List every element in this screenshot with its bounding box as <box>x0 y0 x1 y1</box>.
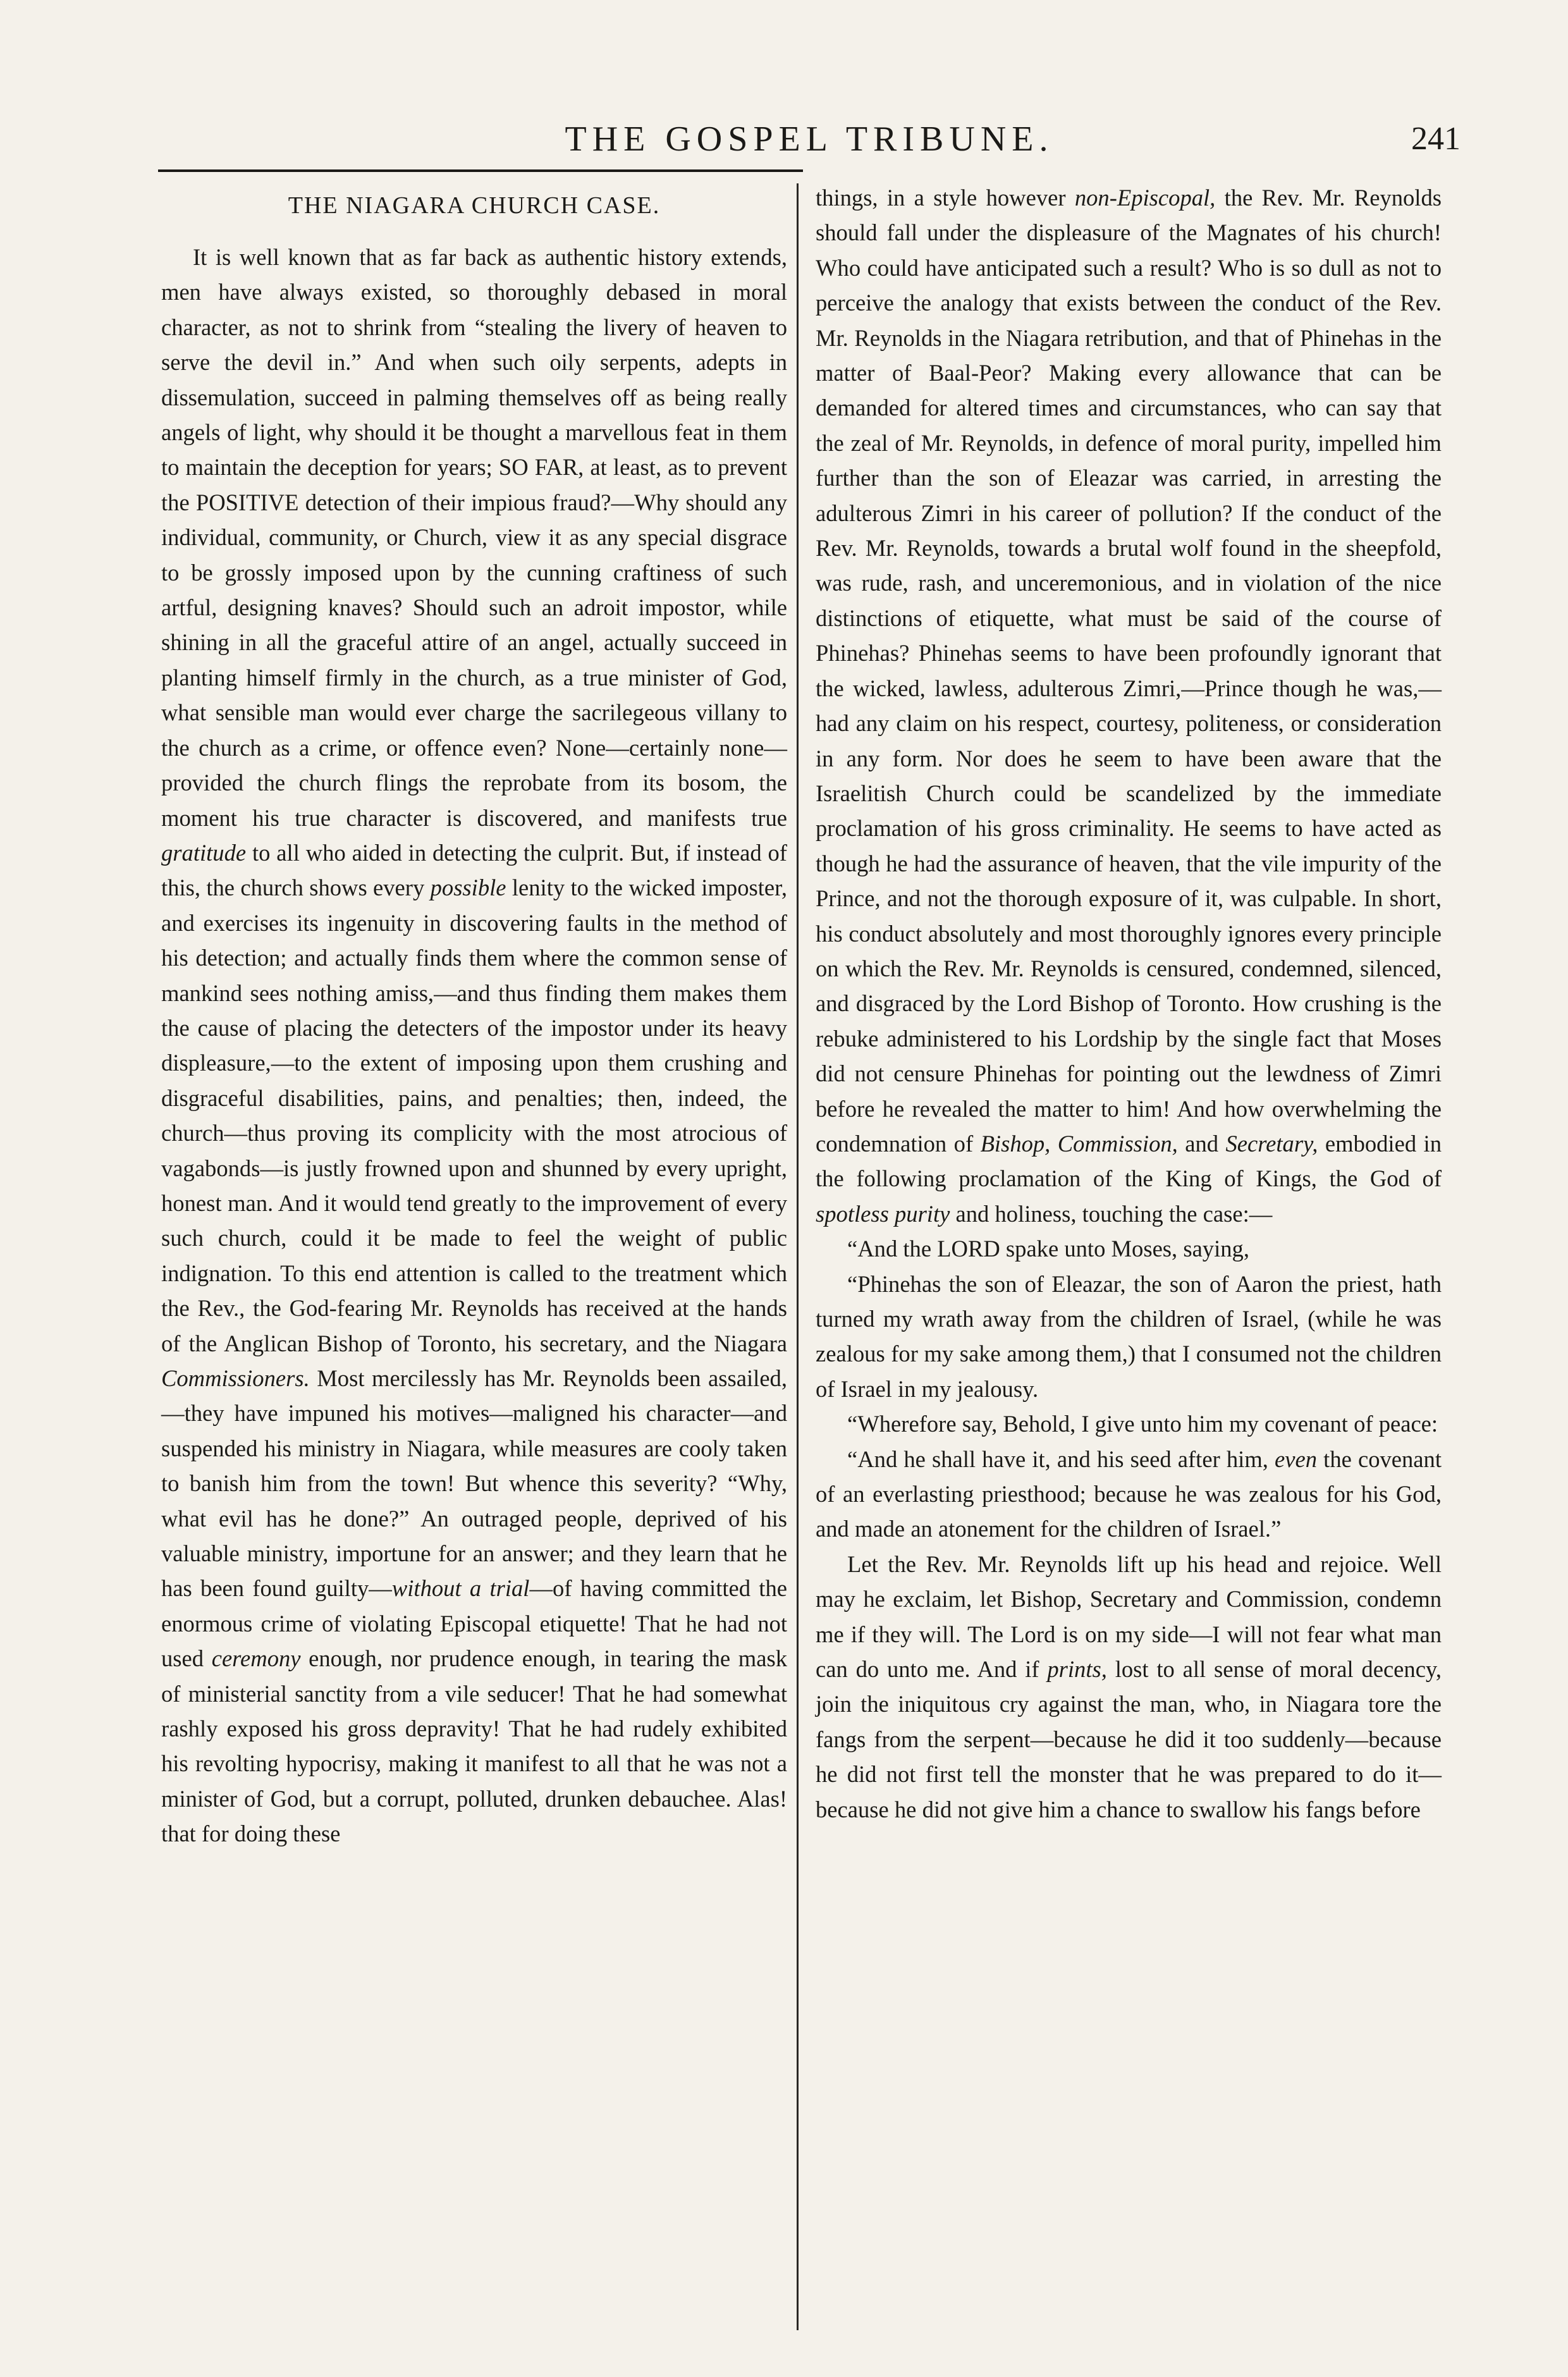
right-paragraph <box>816 180 1442 1231</box>
right-column <box>816 180 1442 1827</box>
italic-text: even <box>1275 1446 1318 1472</box>
right-paragraph <box>816 1547 1442 1827</box>
italic-text: without a trial <box>391 1575 530 1602</box>
page-number: 241 <box>1411 121 1461 157</box>
left-column <box>161 180 787 1852</box>
running-header <box>158 114 1461 164</box>
italic-text: Bishop, Commission, <box>980 1130 1178 1157</box>
italic-text: ceremony <box>211 1645 301 1672</box>
left-column-body <box>161 240 787 1852</box>
right-paragraph <box>816 1406 1442 1441</box>
left-paragraph <box>161 240 787 1852</box>
italic-text: spotless purity <box>816 1200 950 1227</box>
italic-text: possible <box>430 875 506 901</box>
header-rule <box>158 169 803 172</box>
italic-text: gratitude <box>161 839 247 866</box>
column-divider <box>797 183 799 2330</box>
running-title: THE GOSPEL TRIBUNE. <box>565 120 1054 159</box>
text-run: “Wherefore say, Behold, I give unto him my covenant of peace: <box>847 1411 1438 1437</box>
italic-text: Commissioners. <box>161 1365 310 1391</box>
text-run: lenity to the wicked imposter, and exercises its ingenuity in discovering faults in the method of his detection; and actually finds them where the common sense of mankind sees nothing amiss,—and thus finding them makes them the cause of placing the detecters of the impostor under its heavy displeasure,—to the extent of imposing upon them crushing and disgraceful disabilities, pains, and penalties; then, indeed, the church—thus proving its complicity with the most atrocious of vagabonds—is justly frowned upon and shunned by every upright, honest man. And it would tend greatly to the improvement of every such church, could it be made to feel the weight of public indignation. To this end attention is called to the treatment which the Rev., the God-fearing Mr. Reynolds has received at the hands of the Anglican Bishop of Toronto, his secretary, and the Niagara <box>161 875 787 1356</box>
italic-text: Secretary, <box>1225 1130 1318 1157</box>
italic-text: non-Episcopal, <box>1074 185 1216 211</box>
text-run: to all who aided in detecting the culprit. But, if instead of this, the church shows every <box>161 839 787 901</box>
text-run: “Phinehas the son of Eleazar, the son of Aaron the priest, hath turned my wrath away from the children of Israel, (while he was zealous for my sake among them,) that I consumed not the children of Israel in my jealousy. <box>816 1270 1442 1402</box>
right-paragraph <box>816 1267 1442 1407</box>
text-run: “And the LORD spake unto Moses, saying, <box>847 1236 1249 1262</box>
right-paragraph <box>816 1231 1442 1266</box>
right-paragraph <box>816 1442 1442 1547</box>
article-title: THE NIAGARA CHURCH CASE. <box>288 192 661 219</box>
italic-text: prints, <box>1047 1656 1107 1683</box>
text-run: lost to all sense of moral decency, join the iniquitous cry against the man, who, in Niagara tore the fangs from the serpent—because he did it too suddenly—because he did not first tell the monster that he was prepared to do it—because he did not give him a chance to swallow his fangs before <box>816 1656 1442 1822</box>
text-run: —of having committed the enormous crime of violating Episcopal etiquette! That he had not used <box>161 1575 787 1672</box>
text-run: Most mercilessly has Mr. Reynolds been assailed,—they have impuned his motives—maligned his character—and suspended his ministry in Niagara, while measures are cooly taken to banish him from the town! But whence this severity? “Why, what evil has he done?” An outraged people, deprived of his valuable ministry, importune for an answer; and they learn that he has been found guilty— <box>161 1365 787 1602</box>
text-run: “And he shall have it, and his seed after him, <box>847 1446 1275 1472</box>
text-run: enough, nor prudence enough, in tearing the mask of ministerial sanctity from a vile seducer! That he had somewhat rashly exposed his gross depravity! That he had rudely exhibited his revolting hypocrisy, making it manifest to all that he was not a minister of God, but a corrupt, polluted, drunken debauchee. Alas! that for doing these <box>161 1645 787 1847</box>
text-run: the covenant of an everlasting priesthood; because he was zealous for his God, and made an atonement for the children of Israel.” <box>816 1446 1442 1542</box>
text-run: embodied in the following proclamation of the King of Kings, the God of <box>816 1130 1442 1192</box>
text-run: and holiness, touching the case:— <box>950 1200 1273 1227</box>
text-run: Let the Rev. Mr. Reynolds lift up his head and rejoice. Well may he exclaim, let Bishop, Secretary and Commission, condemn me if they will. The Lord is on my side—I will not fear what man can do unto me. And if <box>816 1551 1442 1683</box>
right-column-body <box>816 180 1442 1827</box>
text-run: things, in a style however <box>816 185 1075 211</box>
text-run: and <box>1177 1130 1226 1157</box>
text-run: It is well known that as far back as authentic history extends, men have always existed, so thoroughly debased in moral character, as not to shrink from “stealing the livery of heaven to serve the devil in.” And when such oily serpents, adepts in dissemulation, succeed in palming themselves off as being really angels of light, why should it be thought a marvellous feat in them to maintain the deception for years; SO FAR, at least, as to prevent the POSITIVE detection of their impious fraud?—Why should any individual, community, or Church, view it as any special disgrace to be grossly imposed upon by the cunning craftiness of such artful, designing knaves? Should such an adroit impostor, while shining in all the graceful attire of an angel, actually succeed in planting himself firmly in the church, as a true minister of God, what sensible man would ever charge the sacrilegeous villany to the church as a crime, or offence even? None—certainly none—provided the church flings the reprobate from its bosom, the moment his true character is discovered, and manifests true <box>161 244 787 831</box>
text-run: the Rev. Mr. Reynolds should fall under the displeasure of the Magnates of his church! Who could have anticipated such a result? Who is so dull as not to perceive the analogy that exists between the conduct of the Rev. Mr. Reynolds in the Niagara retribution, and that of Phinehas in the matter of Baal-Peor? Making every allowance that can be demanded for altered times and circumstances, who can say that the zeal of Mr. Reynolds, in defence of moral purity, impelled him further than the son of Eleazar was carried, in arresting the adulterous Zimri in his career of pollution? If the conduct of the Rev. Mr. Reynolds, towards a brutal wolf found in the sheepfold, was rude, rash, and unceremonious, and in violation of the nice distinctions of etiquette, what must be said of the course of Phinehas? Phinehas seems to have been profoundly ignorant that the wicked, lawless, adulterous Zimri,—Prince though he was,—had any claim on his respect, courtesy, politeness, or consideration in any form. Nor does he seem to have been aware that the Israelitish Church could be scandelized by the immediate proclamation of his gross criminality. He seems to have acted as though he had the assurance of heaven, that the vile impurity of the Prince, and not the thorough exposure of it, was culpable. In short, his conduct absolutely and most thoroughly ignores every principle on which the Rev. Mr. Reynolds is censured, condemned, silenced, and disgraced by the Lord Bishop of Toronto. How crushing is the rebuke administered to his Lordship by the single fact that Moses did not censure Phinehas for pointing out the lewdness of Zimri before he revealed the matter to him! And how overwhelming the condemnation of <box>816 185 1442 1157</box>
